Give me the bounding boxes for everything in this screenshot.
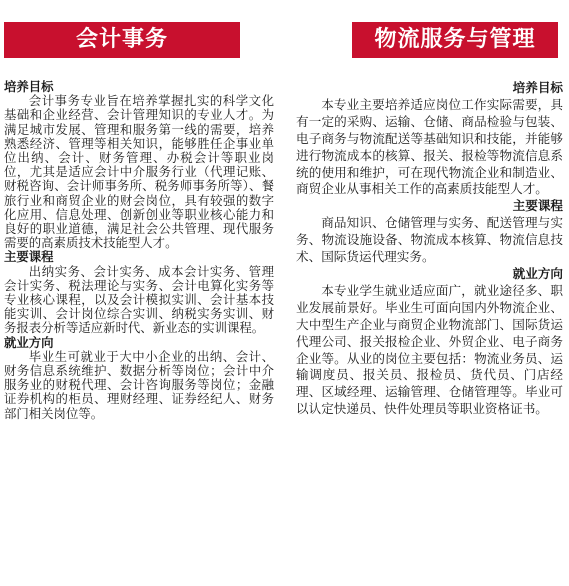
left-banner: 会计事务 bbox=[4, 22, 240, 58]
left-text-goal: 会计事务专业旨在培养掌握扎实的科学文化基础和企业经营、会计管理知识的专业人才。为满足城市发展、管理和服务第一线的需要，培养熟悉经济、管理等相关知识，能够胜任企事业单位出纳、会计、财务管理、办税会计等职业岗位，尤其是适应会计中介服务行业（代理记账、财税咨询、会计师事务所、税务师事务所等）、餐旅行业和商贸企业的财会岗位，具有较强的数字化应用、信息处理、创新创业等职业核心能力和良好的职业道德，满足社会公共管理、现代服务需要的高素质技术技能型人才。 bbox=[4, 93, 274, 251]
left-text-courses: 出纳实务、会计实务、成本会计实务、管理会计实务、税法理论与实务、会计电算化实务等专业核心课程，以及会计模拟实训、会计基本技能实训、会计岗位综合实训、纳税实务实训、财务报表分析等适应新时代、新业态的实训课程。 bbox=[4, 263, 274, 336]
right-banner: 物流服务与管理 bbox=[352, 22, 558, 58]
left-content bbox=[4, 80, 274, 421]
right-text-goal: 本专业主要培养适应岗位工作实际需要，具有一定的采购、运输、仓储、商品检验与包装、电子商务与物流配送等基础知识和技能，并能够进行物流成本的核算、报关、报检等物流信息系统的使用和维护，可在现代物流企业和制造业、商贸企业从事相关工作的高素质技能型人才。 bbox=[296, 96, 563, 197]
right-content bbox=[296, 80, 563, 418]
left-heading-courses: 主要课程 bbox=[4, 249, 54, 265]
left-heading-goal: 培养目标 bbox=[4, 79, 54, 94]
left-heading-employment: 就业方向 bbox=[4, 334, 54, 350]
right-text-courses: 商品知识、仓储管理与实务、配送管理与实务、物流设施设备、物流成本核算、物流信息技术、国际货运代理实务。 bbox=[296, 215, 563, 265]
right-heading-goal: 培养目标 bbox=[512, 80, 563, 95]
right-text-employment: 本专业学生就业适应面广，就业途径多、职业发展前景好。毕业生可面向国内外物流企业、大中型生产企业与商贸企业物流部门、国际货运代理公司、报关报检企业、外贸企业、电子商务企业等。从业的岗位主要包括：物流业务员、运输调度员、报关员、报检员、货代员、门店经理、区域经理、运输管理、仓储管理等。毕业可以认定快递员、快件处理员等职业资格证书。 bbox=[296, 282, 563, 417]
left-text-employment: 毕业生可就业于大中小企业的出纳、会计、财务信息系统维护、数据分析等岗位；会计中介服务业的财税代理、会计咨询服务等岗位；金融证券机构的柜员、理财经理、证券经纪人、财务部门相关岗位等。 bbox=[4, 348, 274, 421]
right-heading-employment: 就业方向 bbox=[512, 265, 563, 281]
right-heading-courses: 主要课程 bbox=[512, 198, 563, 214]
